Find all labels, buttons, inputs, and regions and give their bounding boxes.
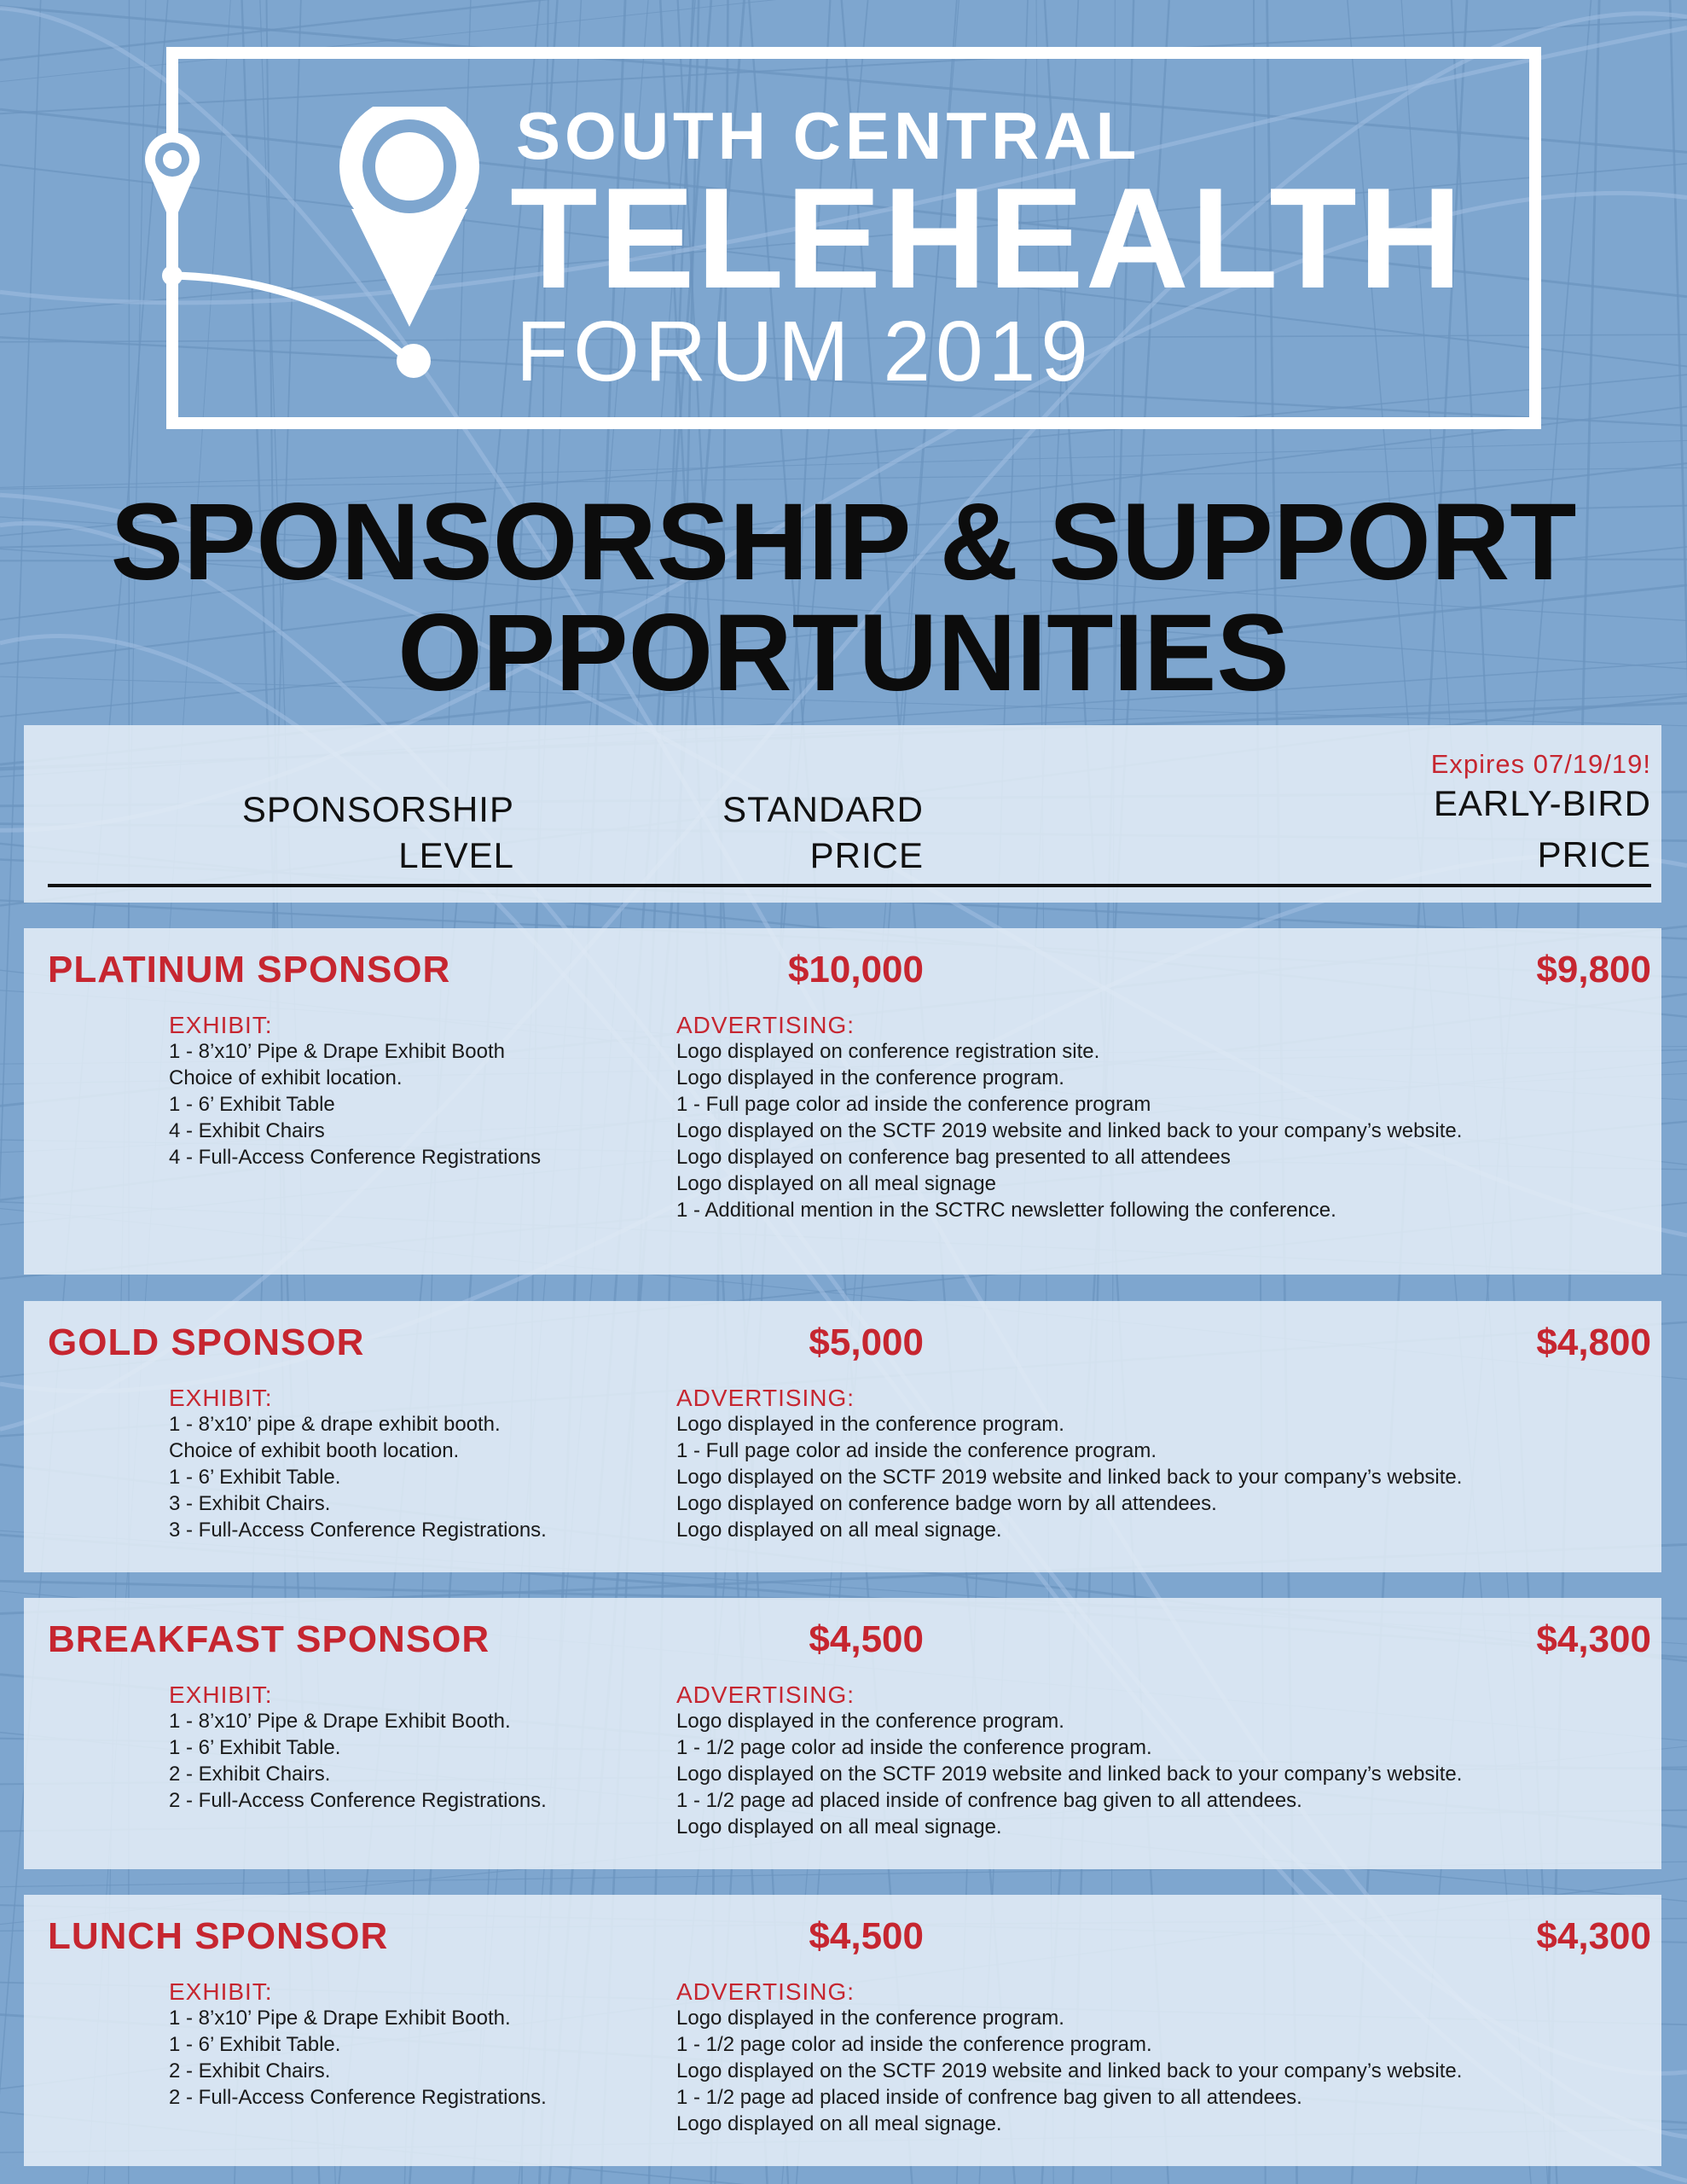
list-item: 1 - Full page color ad inside the conference program xyxy=(676,1093,1151,1116)
list-item: 1 - 6’ Exhibit Table. xyxy=(169,1736,341,1759)
tier-name: BREAKFAST SPONSOR xyxy=(48,1618,490,1660)
list-item: Logo displayed on conference bag presented to all attendees xyxy=(676,1146,1231,1169)
advertising-label: ADVERTISING: xyxy=(676,1385,855,1411)
list-item: Logo displayed in the conference program. xyxy=(676,1413,1064,1436)
list-item: 1 - Additional mention in the SCTRC newsletter following the conference. xyxy=(676,1199,1336,1222)
early-bird-price: $4,800 xyxy=(1536,1321,1651,1363)
list-item: 4 - Exhibit Chairs xyxy=(169,1119,325,1142)
early-bird-price: $9,800 xyxy=(1536,949,1651,990)
page-title-line-1: SPONSORSHIP & SUPPORT xyxy=(110,481,1577,603)
list-item: Logo displayed on the SCTF 2019 website and linked back to your company’s website. xyxy=(676,1119,1463,1142)
header-early-bird-price: EARLY-BIRD PRICE xyxy=(1433,783,1651,874)
list-item: 1 - 1/2 page ad placed inside of confrence bag given to all attendees. xyxy=(676,2086,1302,2109)
list-item: 1 - 1/2 page ad placed inside of confrence bag given to all attendees. xyxy=(676,1789,1302,1812)
tier-gold xyxy=(24,1301,1661,1572)
list-item: 1 - 8’x10’ Pipe & Drape Exhibit Booth. xyxy=(169,1710,511,1733)
map-pin-route-icon xyxy=(128,107,486,388)
list-item: 2 - Full-Access Conference Registrations. xyxy=(169,2086,547,2109)
advertising-label: ADVERTISING: xyxy=(676,1978,855,2005)
exhibit-list xyxy=(169,1411,547,1543)
list-item: Logo displayed on conference registration site. xyxy=(676,1040,1100,1063)
list-item: Choice of exhibit location. xyxy=(169,1066,403,1089)
advertising-list xyxy=(676,2005,1462,2137)
list-item: Logo displayed in the conference program. xyxy=(676,1710,1064,1733)
exhibit-label: EXHIBIT: xyxy=(169,1012,273,1038)
advertising-list xyxy=(676,1411,1462,1543)
list-item: Logo displayed on all meal signage. xyxy=(676,1815,1002,1838)
header-standard-price: STANDARD PRICE xyxy=(722,789,924,875)
advertising-label: ADVERTISING: xyxy=(676,1012,855,1038)
header-divider xyxy=(48,884,1651,887)
advertising-label: ADVERTISING: xyxy=(676,1682,855,1708)
advertising-list xyxy=(676,1038,1462,1223)
list-item: Logo displayed in the conference program. xyxy=(676,2007,1064,2030)
list-item: 2 - Full-Access Conference Registrations. xyxy=(169,1789,547,1812)
list-item: 3 - Full-Access Conference Registrations. xyxy=(169,1519,547,1542)
page-title-line-2: OPPORTUNITIES xyxy=(397,592,1290,714)
list-item: Logo displayed on the SCTF 2019 website and linked back to your company’s website. xyxy=(676,1763,1463,1786)
list-item: 1 - 8’x10’ Pipe & Drape Exhibit Booth xyxy=(169,1040,505,1063)
exhibit-label: EXHIBIT: xyxy=(169,1682,273,1708)
standard-price: $4,500 xyxy=(809,1618,924,1660)
list-item: 1 - 6’ Exhibit Table. xyxy=(169,1466,341,1489)
tier-name: PLATINUM SPONSOR xyxy=(48,949,451,990)
list-item: Logo displayed on the SCTF 2019 website and linked back to your company’s website. xyxy=(676,2059,1463,2082)
brand-event-year: FORUM 2019 xyxy=(516,304,1093,399)
list-item: Choice of exhibit booth location. xyxy=(169,1439,460,1462)
list-item: 2 - Exhibit Chairs. xyxy=(169,2059,331,2082)
list-item: Logo displayed on the SCTF 2019 website and linked back to your company’s website. xyxy=(676,1466,1463,1489)
list-item: 1 - 1/2 page color ad inside the conference program. xyxy=(676,1736,1152,1759)
tier-name: GOLD SPONSOR xyxy=(48,1321,365,1363)
header-sponsorship-level: SPONSORSHIP LEVEL xyxy=(241,789,514,875)
column-header-panel xyxy=(24,725,1661,903)
early-bird-expiry-note: Expires 07/19/19! xyxy=(1430,749,1651,779)
standard-price: $5,000 xyxy=(809,1321,924,1363)
list-item: 1 - 8’x10’ Pipe & Drape Exhibit Booth. xyxy=(169,2007,511,2030)
list-item: Logo displayed on all meal signage. xyxy=(676,2112,1002,2135)
list-item: Logo displayed in the conference program. xyxy=(676,1066,1064,1089)
list-item: 1 - Full page color ad inside the conference program. xyxy=(676,1439,1157,1462)
exhibit-list xyxy=(169,2005,547,2111)
tier-platinum xyxy=(24,928,1661,1275)
standard-price: $10,000 xyxy=(787,949,924,990)
list-item: 1 - 8’x10’ pipe & drape exhibit booth. xyxy=(169,1413,501,1436)
advertising-list xyxy=(676,1708,1462,1840)
early-bird-price: $4,300 xyxy=(1536,1618,1651,1660)
list-item: Logo displayed on all meal signage xyxy=(676,1172,996,1195)
standard-price: $4,500 xyxy=(809,1915,924,1957)
exhibit-list xyxy=(169,1038,541,1170)
tier-breakfast xyxy=(24,1598,1661,1869)
exhibit-list xyxy=(169,1708,547,1814)
list-item: 3 - Exhibit Chairs. xyxy=(169,1492,331,1515)
exhibit-label: EXHIBIT: xyxy=(169,1978,273,2005)
list-item: 4 - Full-Access Conference Registrations xyxy=(169,1146,542,1169)
list-item: 1 - 6’ Exhibit Table xyxy=(169,1093,335,1116)
early-bird-price: $4,300 xyxy=(1536,1915,1651,1957)
list-item: 1 - 1/2 page color ad inside the conference program. xyxy=(676,2033,1152,2056)
tier-name: LUNCH SPONSOR xyxy=(48,1915,389,1957)
list-item: Logo displayed on all meal signage. xyxy=(676,1519,1002,1542)
brand-title: TELEHEALTH xyxy=(510,158,1464,318)
list-item: 1 - 6’ Exhibit Table. xyxy=(169,2033,341,2056)
exhibit-label: EXHIBIT: xyxy=(169,1385,273,1411)
tier-lunch xyxy=(24,1895,1661,2166)
brand-subtitle: SOUTH CENTRAL xyxy=(516,98,1141,173)
list-item: 2 - Exhibit Chairs. xyxy=(169,1763,331,1786)
list-item: Logo displayed on conference badge worn by all attendees. xyxy=(676,1492,1217,1515)
